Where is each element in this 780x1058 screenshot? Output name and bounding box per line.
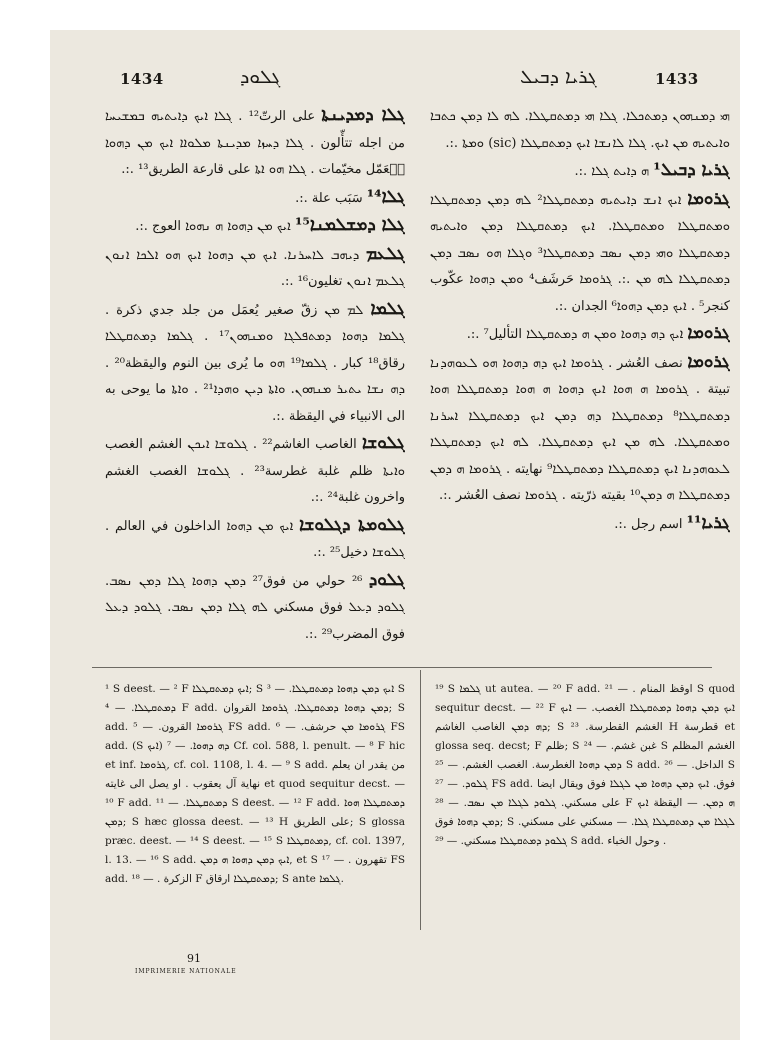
footnote-text: ¹⁹ S ܓܠܡܐ ut autea. — ²⁰ F add. اوقظ المنام . — ²¹ S quod sequitur decst. — ²² F ܐܝܟ ܕܡܢ ܕܗܘܐ ܕܡܬܩܛܠܐ الغصب. — ܐܝܟ ܕܗ ܕܡܢ الغاصب الغاشم; S الغشم القطرسة. ²³ H قطرسة et glossa seq. decst; F ظلم; S غبن غشم. — ²⁴ S الغشم المظلم ܕܡܢ ܕܗܘܐ الغطرسة. الغصب الغشم. — ²⁵ S add. الداخل. — ²⁶ S ܓܠܘܕ. — ²⁷ FS add. فوق. ܐܝܟ ܕܡܢ ܕܗܘܐ ܡܢ ܠܓܠܐ فوق ويقال ايضا على مسكني. ܓܠܘܕ ܠܓܠܐ ܡܢ ܢܣܒ. — ²⁸ F ܗ ܕܡܢ. — اليقظة ܐܝܟ ܕܡܢ ܕܗܘܐ فوق; S ܠܓܠܐ ܡܢ ܕܡܬܩܛܠܐ ܓܠܐ. — مسكني على مسكني. ܓܠܘܕ ܕܡܬܩܛܠܐ مسكني. — ²⁹ S add. وحول الخباء . bbox=[435, 683, 735, 847]
entry-text: ܐܝܟ ܡܢ ܕܗܘܐ ܗ ܢܗܘܐ العوج .:. bbox=[135, 219, 291, 234]
left-page-number: 1434 bbox=[120, 70, 164, 88]
dictionary-entry bbox=[430, 157, 730, 186]
headword: ܓܪܘܡܐ bbox=[687, 351, 730, 372]
dictionary-entry bbox=[430, 349, 730, 510]
right-page-number: 1433 bbox=[655, 70, 699, 88]
headword: ܓܪܝܐ ܕܒܝܠ¹ bbox=[653, 160, 730, 180]
entry-text: ܐܝܟ ܐܢܫ ܕܐܝܬܝܗ ܕܡܬܩܛܠܐ² ܠܗ ܕܡܢ ܕܡܬܩܛܠܐ ܘܡܬܩܛܠܐ ܘܡܬܩܛܠܐ. ܐܝܟ ܕܡܬܩܛܠܐ ܕܡܢ ܘܐܝܬܝܗ ܕܡܬܩܛܠܐ ܘܗܝ ܕܡܢ ܢܣܒ ܕܡܬܩܛܠܐ³ ܘܓܠܐ ܗܘ ܢܣܒ ܕܡܢ ܕܡܬܩܛܠܐ ܠܗ ܡܢ .:. ܓܪܘܡܐ حَرشَف⁴ ܘܡܢ ܕܗܘܐ عكّوب كنجر⁵ . ܐܝܟ ܕܡܢ ܕܗܘܐ⁶ الجدان .:. bbox=[430, 192, 730, 314]
printer-imprint: IMPRIMERIE NATIONALE bbox=[135, 968, 237, 975]
entry-text: ²⁶ حولي من فوق²⁷ ܕܡܢ ܕܗܘܐ ܓܠܐ ܕܡܢ ܢܣܒ. ܓܠܘܕ ܕܥܠ فوق مسكني ܠܗ ܓܠܐ ܕܡܢ ܢܣܒ. ܓܠܘܕ ܕܥܠ فوق المضرب²⁹ .:. bbox=[105, 573, 405, 642]
dictionary-page bbox=[50, 30, 740, 1040]
entry-text: نصف العُشر . ܓܪܘܡܐ ܐܝܟ ܕܗ ܕܗܘܐ ܗܘ ܠܥܘܗܕܢܐ تبيتة . ܓܪܘܡܐ ܗ ܗܘܐ ܐܝܟ ܕܗܘܐ ܗ ܗܘܐ ܕܡܬܩܛܠܐ ܗܘܐ ܕܡܬܩܛܠܐ⁸ ܕܡܬܩܛܠܐ ܕܗ ܕܡܢ ܐܝܟ ܕܡܬܩܛܠܐ ܐܚܪܢܐ ܘܡܬܩܛܠܐ. ܠܗ ܡܢ ܐܝܟ ܕܡܬܩܛܠܐ. ܠܗ ܐܝܟ ܕܡܬܩܛܠܐ ܠܥܘܗܕܢܐ ܐܝܟ ܕܡܬܩܛܠܐ ܕܡܬܩܛܠܐ⁹ نهايته . ܓܪܘܡܐ ܗ ܕܡܢ ܕܡܬܩܛܠܐ ܗ ܕܡܢ¹⁰ بقيته ذرّيته . ܓܪܘܡܐ نصف العُشر .:. bbox=[430, 355, 730, 503]
footnote-text: ¹ S deest. — ² F ܐܝܟ ܕܡܬܩܛܠܐ; S ܐܝܟ ܕܡܢ ܕܗܘܐ ܕܡܬܩܛܠܐ. — ³ S ܕܡܬܩܛܠܐ. — ⁴ F add. ܕܡܢ ܕܗܘܐ ܕܡܬܩܛܠܐ. ܓܪܘܡܐ القروان; S add. ܓܪܘܡܐ القرون. — ⁵ FS add. ܓܪܘܡܐ ܡܢ حرشف. — ⁶ FS add. (S ܐܝܟ) ܕܗ ܕܗܘܐ. — ⁷ Cf. col. 588, l. penult. — ⁸ F hic et inf. ܓܪܘܡܐ, cf. col. 1108, l. 4. — ⁹ S add. من يقدر ان يعلم نهاية آل يعقوب . او يصل الى غايته et quod sequitur decst. — ¹⁰ F add. ܕܡܬܩܛܠܐ. — ¹¹ S deest. — ¹² F add. ܕܡܬܩܛܠܐ ܗܘܐ ܕܡܢ; S hæc glossa deest. — ¹³ H على الطريق; S glossa præc. deest. — ¹⁴ S deest. — ¹⁵ S ܕܡܬܩܛܠܐ, cf. col. 1397, l. 13. — ¹⁶ S add. ܐܝܟ ܕܡܢ ܕܗܘܐ ܗ ܕܡܢ, et S تقهرون . — ¹⁷ FS add. الزكرة . — ¹⁸ F ܕܡܬܩܛܠܐ ارقاق; S ante ܓܠܡܐ. bbox=[105, 683, 405, 885]
dictionary-entry bbox=[105, 102, 405, 184]
dictionary-entry bbox=[105, 184, 405, 213]
headword: ܓܠܐ¹⁴ bbox=[366, 186, 405, 207]
dictionary-entry bbox=[430, 102, 730, 157]
entry-text: ܗ ܕܐܝܬ ܓܠܐ .:. bbox=[574, 164, 650, 179]
headword: ܓܠܡܐ bbox=[370, 298, 405, 319]
dictionary-entry bbox=[430, 320, 730, 349]
entry-text: الغاصب الغاشم²² . ܓܠܘܫܐ ܐܝܟܢ الغشم الغصب ܘܐܝܬܐ ظلم غلبة غطرسة²³ . ܓܠܘܫܐ الغصب الغشم واخرون غلبة²⁴ .:. bbox=[105, 437, 405, 505]
dictionary-entry bbox=[105, 567, 405, 649]
entry-text: اسم رجل .:. bbox=[614, 516, 683, 532]
headword: ܓܠܘܡܬܐ ܕܓܠܘܫܐ bbox=[299, 514, 405, 535]
headword: ܓܠܐ ܕܡܫܠܡܢܐ¹⁵ bbox=[294, 215, 405, 235]
dictionary-entry bbox=[105, 430, 405, 512]
dictionary-entry bbox=[430, 510, 730, 539]
entry-text: ܐܝܟ ܕܗ ܕܗܘܐ ܘܡܢ ܗ ܕܡܬܩܛܠܐ التأليل⁷ .:. bbox=[466, 327, 684, 342]
left-column bbox=[105, 102, 405, 677]
dictionary-entry bbox=[105, 296, 405, 431]
dictionary-entry bbox=[105, 241, 405, 296]
headword: ܓܠܐ ܕܡܕܝܢܬܐ bbox=[321, 105, 405, 125]
entry-text: ܠܡ ܡܢ زقّ صغير يُعمَل من جلد جدي ذكرة . ܓܠܡܐ ܕܗܘܐ ܕܡܬܦܠܓܐ ܘܡܢܗܘܢ¹⁷ . ܓܠܡܐ ܕܡܬܩܛܠܐ رقاق¹⁸ كبار . ܓܠܡܐ¹⁹ ܗܘ ما يُرى بين النوم واليقظة²⁰ . ܕܗ ܢܫܐ ܝܬܝܪ ܡܢܗܘܢ. ܘܐܬܐ ܕܝܢ ܘܗܕܐ²¹ . ܘܐܬܐ ما يوحى به الى الانبياء في اليقظة .:. bbox=[105, 302, 405, 424]
entry-text: سَبَب علة .:. bbox=[295, 190, 363, 206]
headword: ܓܪܘܡܐ bbox=[687, 323, 730, 343]
footnote-separator bbox=[92, 667, 712, 668]
footnotes-right bbox=[435, 680, 735, 940]
right-column bbox=[430, 102, 730, 677]
right-running-head: ܓܪܝܐ ܕܒܝܠ bbox=[520, 66, 597, 88]
headword: ܓܪܝܐ¹¹ bbox=[686, 512, 730, 533]
entry-text: ܗܝ ܕܡܢܗܘܢ ܕܡܬܟܠܐ. ܓܠܐ ܗܝ ܕܡܬܩܛܠܐ. ܠܗ ܠܐ ܕܡܢ ܟܬܒܐ ܘܐܝܬܝܗ ܡܢ ܐܝܟ. ܓܠܐ ܠܐܢܫܐ ܐܝܟ ܕܡܬܩܛܠܐ (sic) ܘܡܬܐ .:. bbox=[430, 109, 730, 151]
headword: ܓܪܘܡܐ bbox=[687, 188, 730, 209]
footnotes-left bbox=[105, 680, 405, 940]
dictionary-entry bbox=[105, 212, 405, 241]
dictionary-entry bbox=[430, 186, 730, 321]
entry-text: ܕܝܗܒ ܠܐܚܪܢܐ. ܐܝܟ ܡܢ ܕܗܘܐ ܐܝܟ ܗܘ ܐܠܟܐ ܐܢܘܢ ܓܠܥܡ ܐܢܘܢ تغليون¹⁶ .:. bbox=[105, 247, 405, 289]
column-divider bbox=[420, 670, 421, 930]
dictionary-entry bbox=[105, 512, 405, 567]
left-running-head: ܓܠܘܕ bbox=[240, 66, 281, 88]
entry-text: ܐܝܟ ܡܢ ܕܗܘܐ الداخلون في العالم . ܓܠܘܫܐ دخيل²⁵ .:. bbox=[105, 518, 405, 560]
entry-text: على الرتّ¹² . ܓܠܐ ܐܝܟ ܕܐܝܬܝܗ ܒܡܫܝܚܐ من اجله تتأّلون . ܓܠܐ ܕܚܙܐ ܡܕܝܢܬܐ ܡܠܘܐܐ ܐܝܟ ܡܢ ܕܗܘܐ ܝُعَمّل مخيّمات . ܓܠܐ ܗܘ ܐܬܐ على قارعة الطريق¹³ .:. bbox=[105, 109, 405, 177]
headword: ܓܠܘܫܐ bbox=[361, 433, 405, 453]
headword: ܓܠܘܕ bbox=[368, 569, 405, 590]
headword: ܓܠܥܡ bbox=[366, 243, 405, 264]
signature-number: 91 bbox=[187, 952, 201, 965]
